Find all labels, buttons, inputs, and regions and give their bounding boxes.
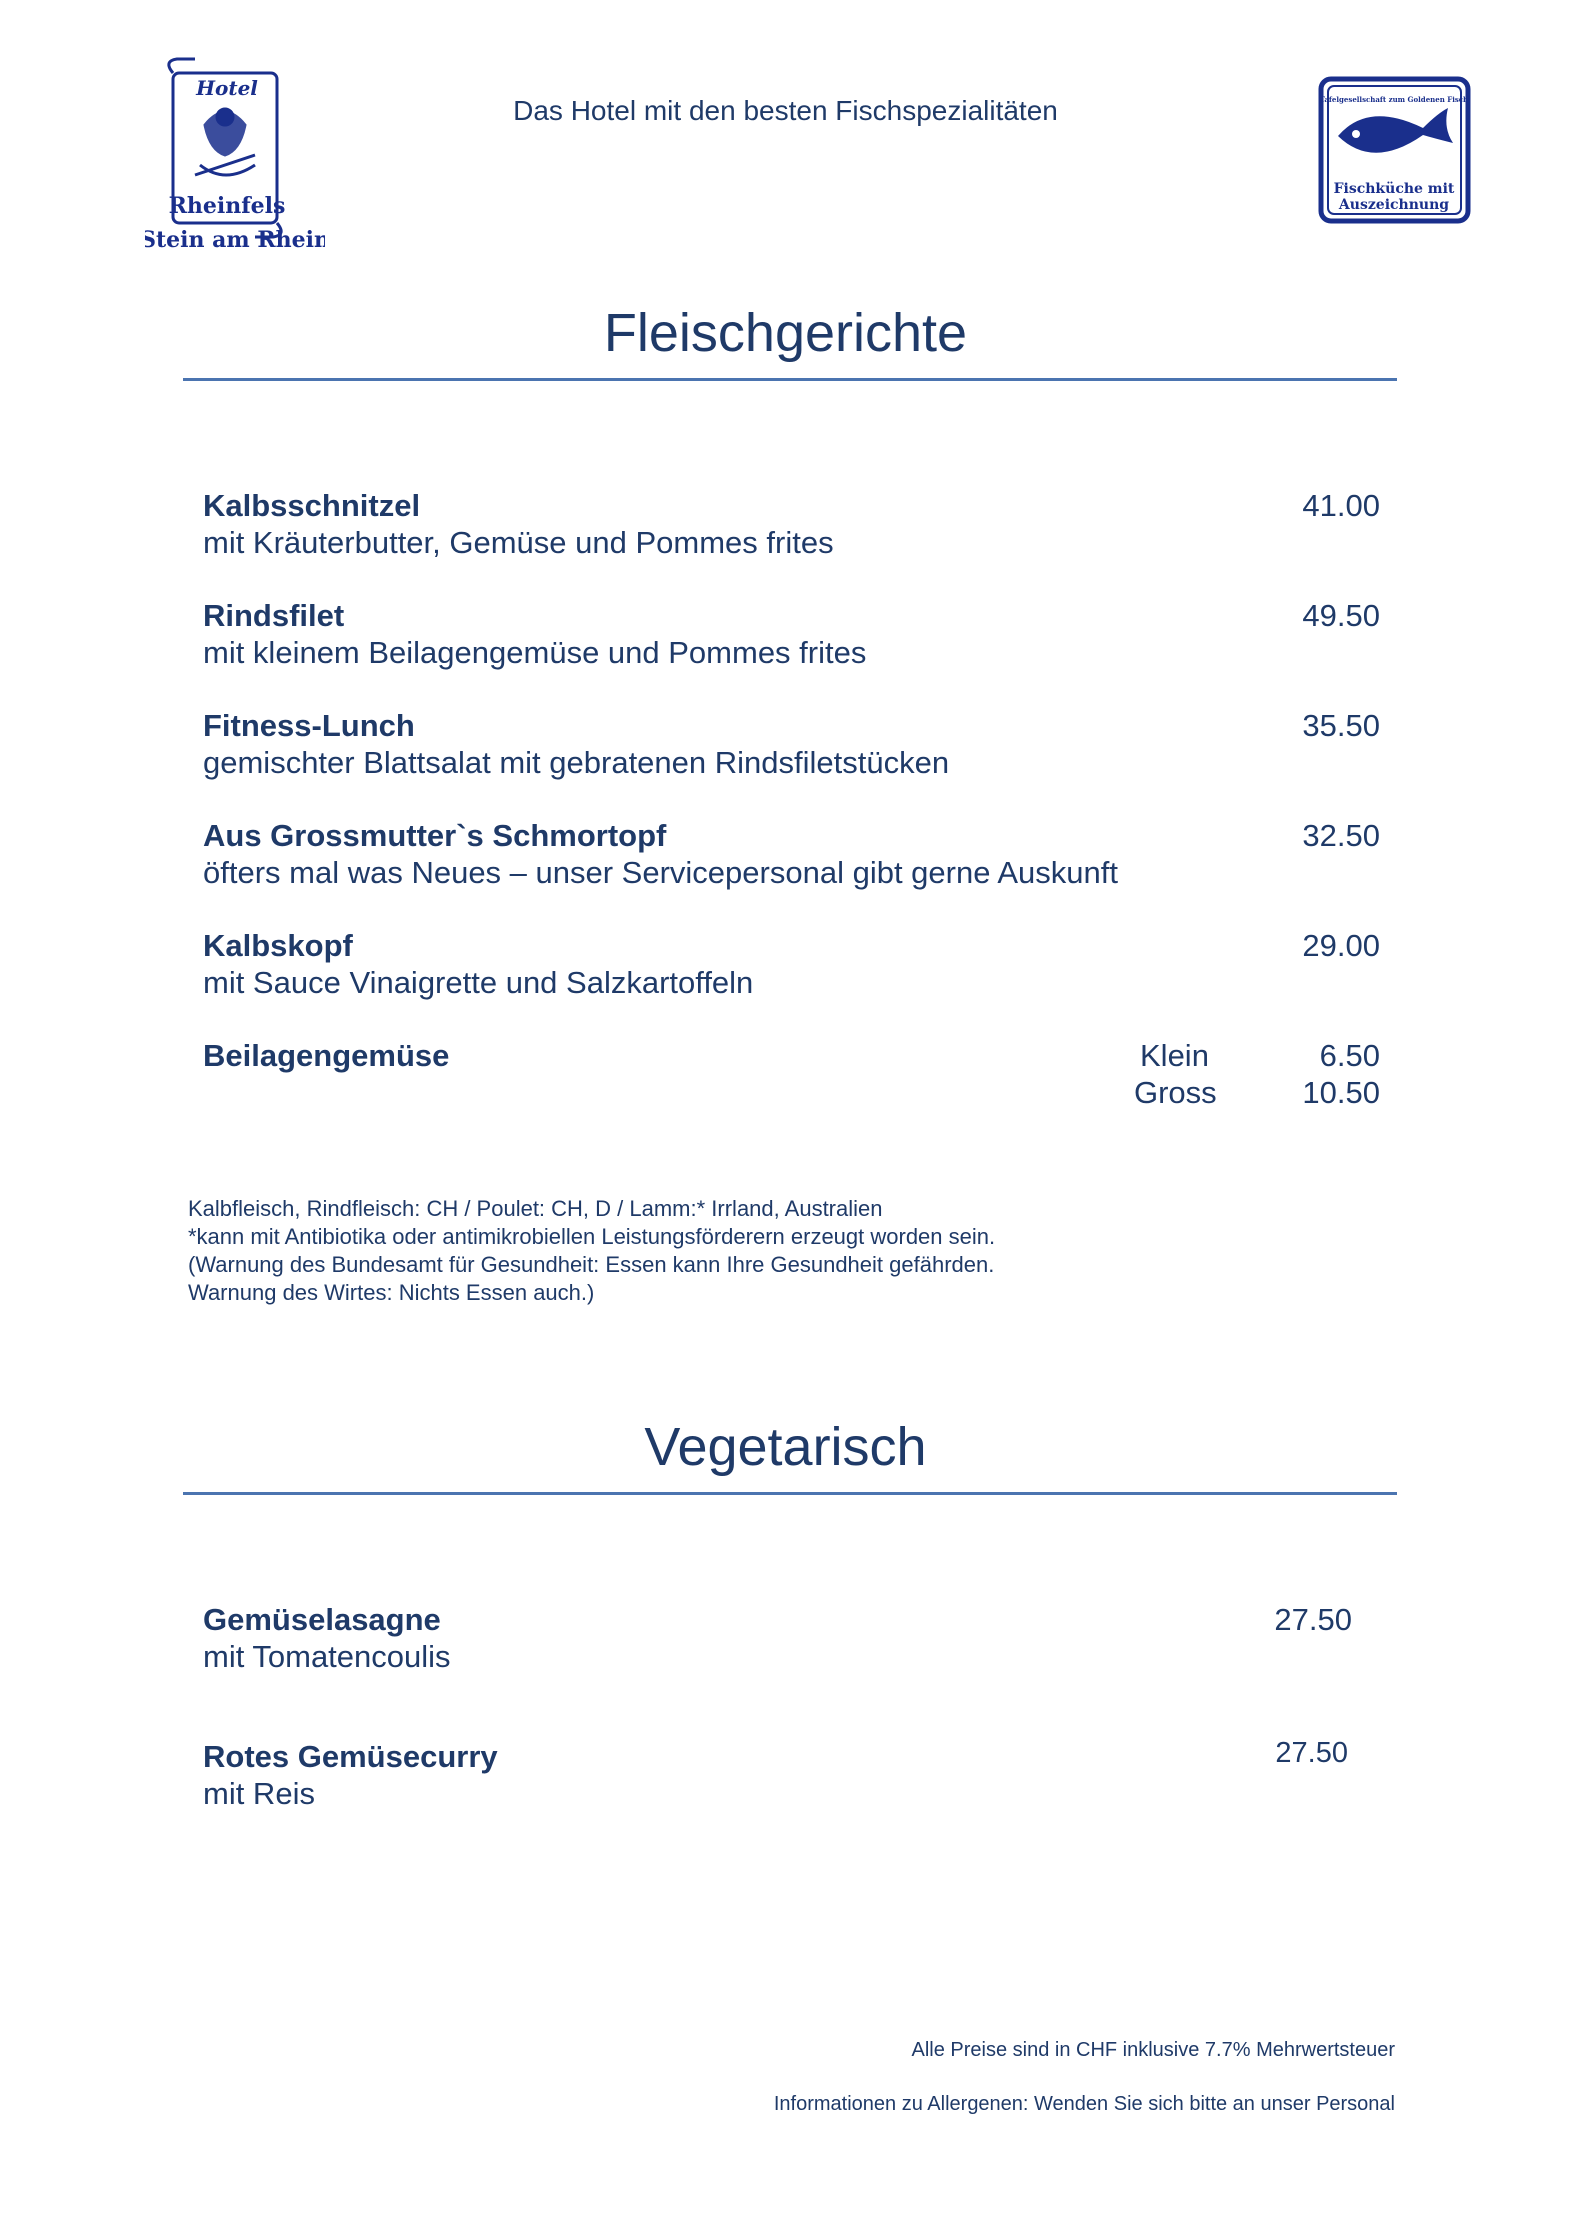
dish-price: 29.00: [1302, 928, 1380, 963]
note-line: Warnung des Wirtes: Nichts Essen auch.): [188, 1280, 595, 1305]
dish-name: Gemüselasagne: [203, 1602, 441, 1637]
dish-price: 32.50: [1302, 818, 1380, 853]
size-large-price: 10.50: [1302, 1075, 1380, 1110]
meat-origin-notes: [188, 1195, 995, 1307]
dish-name: Kalbskopf: [203, 928, 353, 963]
logo-left-line1: Hotel: [196, 76, 258, 100]
dish-name: Kalbsschnitzel: [203, 488, 421, 523]
dish-price: 49.50: [1302, 598, 1380, 633]
veg-section-title: Vegetarisch: [644, 1417, 927, 1477]
dish-description: mit Kräuterbutter, Gemüse und Pommes frites: [203, 525, 834, 560]
dish-name: Fitness-Lunch: [203, 708, 415, 743]
dish-price: 27.50: [1275, 1737, 1348, 1769]
fish-award-logo: [1318, 76, 1471, 224]
price-vat-note: Alle Preise sind in CHF inklusive 7.7% Mehrwertsteuer: [911, 2039, 1395, 2061]
veg-title-divider: [183, 1492, 1397, 1495]
dish-name: Rotes Gemüsecurry: [203, 1739, 498, 1774]
dish-price: 35.50: [1302, 708, 1380, 743]
size-small-price: 6.50: [1319, 1038, 1380, 1073]
allergen-note: Informationen zu Allergenen: Wenden Sie sich bitte an unser Personal: [773, 2093, 1395, 2115]
side-dish-name: Beilagengemüse: [203, 1038, 450, 1073]
logo-right-line2: Auszeichnung: [1338, 197, 1450, 213]
note-line: Kalbfleisch, Rindfleisch: CH / Poulet: CH, D / Lamm:* Irrland, Australien: [188, 1196, 883, 1221]
meat-title-divider: [183, 378, 1397, 381]
dish-name: Rindsfilet: [203, 598, 345, 633]
dish-price: 41.00: [1302, 488, 1380, 523]
dish-description: mit Sauce Vinaigrette und Salzkartoffeln: [203, 965, 754, 1000]
logo-left-line3: Stein am Rhein: [145, 227, 325, 253]
logo-right-line1: Fischküche mit: [1333, 181, 1455, 197]
dish-description: öfters mal was Neues – unser Servicepersonal gibt gerne Auskunft: [203, 855, 1118, 890]
size-large-label: Gross: [1134, 1075, 1217, 1110]
logo-left-line2: Rheinfels: [168, 193, 286, 219]
note-line: *kann mit Antibiotika oder antimikrobiellen Leistungsförderern erzeugt worden sein.: [188, 1224, 996, 1249]
dish-description: mit Tomatencoulis: [203, 1639, 451, 1674]
dish-price: 27.50: [1274, 1602, 1352, 1637]
note-line: (Warnung des Bundesamt für Gesundheit: Essen kann Ihre Gesundheit gefährden.: [188, 1252, 995, 1277]
dish-description: mit Reis: [203, 1776, 315, 1811]
dish-description: mit kleinem Beilagengemüse und Pommes frites: [203, 635, 867, 670]
hotel-logo: [145, 55, 325, 255]
meat-section-title: Fleischgerichte: [603, 303, 968, 363]
size-small-label: Klein: [1140, 1038, 1209, 1073]
hotel-tagline: Das Hotel mit den besten Fischspezialitäten: [513, 95, 1058, 126]
dish-description: gemischter Blattsalat mit gebratenen Rindsfiletstücken: [203, 745, 950, 780]
logo-right-top: Tafelgesellschaft zum Goldenen Fisch: [1319, 95, 1469, 104]
dish-name: Aus Grossmutter`s Schmortopf: [203, 818, 667, 853]
